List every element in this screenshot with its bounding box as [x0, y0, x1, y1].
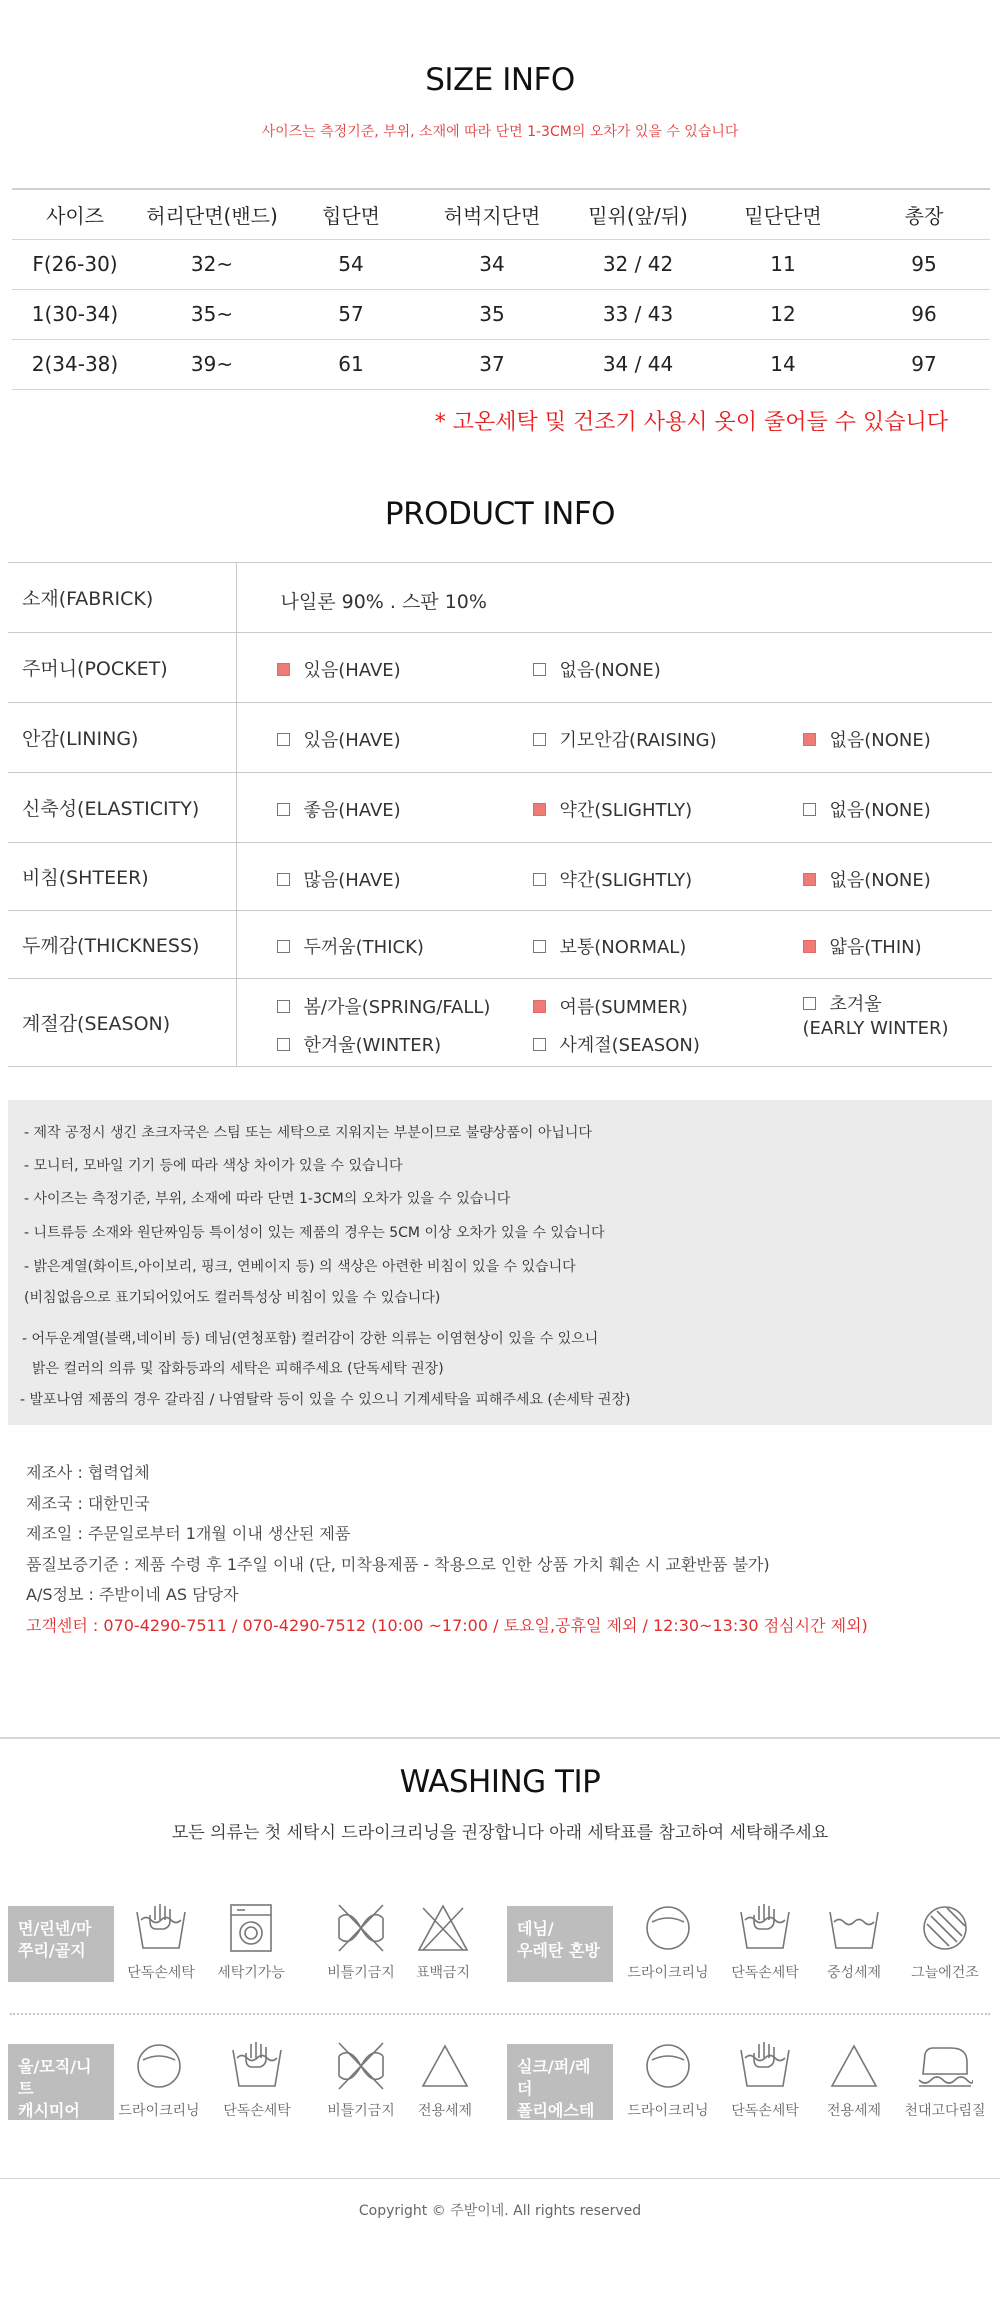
wash-label: 단독손세탁 [731, 2103, 799, 2119]
wash-label: 드라이크리닝 [118, 2103, 200, 2119]
option-label: 얇음(THIN) [829, 937, 922, 958]
notice-line: - 모니터, 모바일 기기 등에 따라 색상 차이가 있을 수 있습니다 [24, 1158, 403, 1174]
size-cell: F(26-30) [12, 239, 138, 289]
table-row [12, 239, 990, 289]
thickness-label: 두께감(THICKNESS) [8, 911, 236, 979]
checkbox-checked-icon [277, 663, 290, 676]
wash-label: 단독손세탁 [223, 2103, 291, 2119]
size-cell: 1(30-34) [12, 289, 138, 339]
product-info-row-season [8, 979, 992, 1067]
notice-line: - 밝은계열(화이트,아이보리, 핑크, 연베이지 등) 의 색상은 아련한 비침이 있을 수 있습니다 [24, 1259, 576, 1275]
wash-item [623, 2040, 713, 2120]
option-thickness-thick[interactable] [277, 933, 424, 959]
option-pocket-none[interactable] [533, 656, 661, 682]
size-cell: 37 [416, 339, 568, 389]
size-cell: 61 [286, 339, 416, 389]
warranty-text: 품질보증기준 : 제품 수령 후 1주일 이내 (단, 미착용제품 - 착용으로 인한 상품 가치 훼손 시 교환반품 불가) [26, 1555, 770, 1574]
wash-item [400, 2040, 490, 2120]
hand-wash-icon [229, 2040, 285, 2092]
wash-label: 그늘에건조 [911, 1965, 979, 1981]
checkbox-icon [277, 1038, 290, 1051]
size-info-title: SIZE INFO [425, 62, 575, 98]
option-label: 없음(NONE) [829, 730, 931, 751]
wash-label: 단독손세탁 [731, 1965, 799, 1981]
option-label: 있음(HAVE) [303, 730, 401, 751]
option-sheer-slightly[interactable] [533, 866, 693, 892]
wash-label: 세탁기가능 [217, 1965, 285, 1981]
option-label: 사계절(SEASON) [559, 1035, 700, 1056]
option-sheer-have[interactable] [277, 866, 401, 892]
wash-label: 전용세제 [826, 2103, 882, 2119]
option-label: 여름(SUMMER) [559, 997, 688, 1018]
option-elasticity-have[interactable] [277, 796, 401, 822]
checkbox-checked-icon [803, 940, 816, 953]
washing-machine-icon [223, 1902, 279, 1954]
pocket-label: 주머니(POCKET) [8, 633, 236, 703]
fabric-cell [236, 563, 992, 633]
dotted-divider [10, 2013, 990, 2015]
size-header-cell: 사이즈 [12, 189, 138, 239]
size-header-cell: 밑위(앞/뒤) [568, 189, 708, 239]
option-label: 많음(HAVE) [303, 870, 401, 891]
thickness-options [236, 911, 992, 979]
option-season-spring-fall[interactable] [277, 993, 491, 1019]
size-cell: 35 [416, 289, 568, 339]
option-lining-none[interactable] [803, 726, 931, 752]
table-row [12, 289, 990, 339]
table-row [12, 339, 990, 389]
size-cell: 35~ [138, 289, 286, 339]
notice-line: - 사이즈는 측정기준, 부위, 소재에 따라 단면 1-3CM의 오차가 있을 수 있습니다 [24, 1191, 511, 1207]
category-label: 실크/퍼/레더 [517, 2057, 591, 2098]
product-info-row-elasticity [8, 773, 992, 843]
section-divider [0, 1737, 1000, 1739]
checkbox-icon [277, 803, 290, 816]
size-cell: 97 [858, 339, 990, 389]
category-denim-urethane [507, 1906, 613, 1982]
wash-item [720, 1902, 810, 1982]
size-header-cell: 밑단단면 [708, 189, 858, 239]
wash-item [206, 1902, 296, 1982]
as-info-text: A/S정보 : 주받이네 AS 담당자 [26, 1585, 239, 1604]
manufacturer-text: 제조사 : 협력업체 [26, 1463, 150, 1482]
wash-item [398, 1902, 488, 1982]
size-header-cell: 허벅지단면 [416, 189, 568, 239]
wash-item [809, 2040, 899, 2120]
size-info-subtitle: 사이즈는 측정기준, 부위, 소재에 따라 단면 1-3CM의 오차가 있을 수 있습니다 [261, 124, 739, 140]
wash-label: 비틀기금지 [327, 2103, 395, 2119]
option-sheer-none[interactable] [803, 866, 931, 892]
elasticity-label: 신축성(ELASTICITY) [8, 773, 236, 843]
size-cell: 32~ [138, 239, 286, 289]
size-cell: 34 [416, 239, 568, 289]
wash-item [212, 2040, 302, 2120]
wash-label: 중성세제 [826, 1965, 882, 1981]
size-cell: 32 / 42 [568, 239, 708, 289]
checkbox-icon [533, 663, 546, 676]
option-label-line2: (EARLY WINTER) [802, 1018, 949, 1039]
wash-label: 드라이크리닝 [627, 2103, 709, 2119]
size-cell: 14 [708, 339, 858, 389]
wash-label: 천대고다림질 [904, 2103, 986, 2119]
wash-item [809, 1902, 899, 1982]
wash-label: 드라이크리닝 [627, 1965, 709, 1981]
iron-with-cloth-icon [917, 2040, 973, 2092]
wash-label: 단독손세탁 [127, 1965, 195, 1981]
checkbox-icon [533, 873, 546, 886]
option-label: 없음(NONE) [829, 800, 931, 821]
neutral-detergent-icon [826, 1902, 882, 1954]
option-label: 약간(SLIGHTLY) [559, 800, 693, 821]
sheer-options [236, 843, 992, 911]
footer-divider [0, 2178, 1000, 2179]
notice-line: 밝은 컬러의 의류 및 잡화등과의 세탁은 피해주세요 (단독세탁 권장) [32, 1361, 444, 1377]
option-label: 두꺼움(THICK) [303, 937, 424, 958]
wash-label: 전용세제 [417, 2103, 473, 2119]
wash-item [900, 2040, 990, 2120]
product-info-row-sheer [8, 843, 992, 911]
checkbox-checked-icon [803, 733, 816, 746]
hand-wash-icon [737, 2040, 793, 2092]
size-cell: 96 [858, 289, 990, 339]
sheer-label: 비침(SHTEER) [8, 843, 236, 911]
size-cell: 57 [286, 289, 416, 339]
notice-line: - 니트류등 소재와 원단짜임등 특이성이 있는 제품의 경우는 5CM 이상 오차가 있을 수 있습니다 [24, 1225, 605, 1241]
product-info-title: PRODUCT INFO [384, 496, 616, 532]
season-label: 계절감(SEASON) [8, 979, 236, 1067]
option-elasticity-slightly[interactable] [533, 796, 693, 822]
category-label: 폴리에스테르 [517, 2101, 595, 2142]
manufacture-date-text: 제조일 : 주문일로부터 1개월 이내 생산된 제품 [26, 1524, 351, 1543]
elasticity-options [236, 773, 992, 843]
option-label: 없음(NONE) [559, 660, 661, 681]
fabric-value: 나일론 90% . 스판 10% [280, 591, 487, 613]
size-cell: 33 / 43 [568, 289, 708, 339]
special-detergent-icon [826, 2040, 882, 2092]
wash-item [316, 1902, 406, 1982]
category-label: 데님/ [517, 1919, 554, 1938]
no-bleach-icon [415, 1902, 471, 1954]
notice-box [8, 1100, 992, 1425]
option-label: 좋음(HAVE) [303, 800, 401, 821]
no-wring-icon [333, 2040, 389, 2092]
product-info-row-fabric [8, 563, 992, 633]
checkbox-icon [533, 940, 546, 953]
wash-item [114, 2040, 204, 2120]
option-lining-have[interactable] [277, 726, 401, 752]
option-label: 없음(NONE) [829, 870, 931, 891]
size-cell: 39~ [138, 339, 286, 389]
shrink-warning-note: * 고온세탁 및 건조기 사용시 옷이 줄어들 수 있습니다 [434, 410, 948, 435]
category-wool-knit [8, 2044, 114, 2120]
option-label: 약간(SLIGHTLY) [559, 870, 693, 891]
checkbox-icon [277, 940, 290, 953]
size-cell: 34 / 44 [568, 339, 708, 389]
washing-tip-subtitle: 모든 의류는 첫 세탁시 드라이크리닝을 권장합니다 아래 세탁표를 참고하여 세탁해주세요 [171, 1823, 829, 1843]
checkbox-icon [533, 1038, 546, 1051]
option-label: 봄/가을(SPRING/FALL) [303, 997, 491, 1018]
special-detergent-icon [417, 2040, 473, 2092]
option-thickness-normal[interactable] [533, 933, 687, 959]
fabric-label: 소재(FABRICK) [8, 563, 236, 633]
category-cotton-linen [8, 1906, 114, 1982]
size-cell: 11 [708, 239, 858, 289]
checkbox-icon [803, 997, 816, 1010]
notice-line: - 제작 공정시 생긴 초크자국은 스팀 또는 세탁으로 지워지는 부분이므로 불량상품이 아닙니다 [24, 1125, 592, 1141]
notice-line: - 발포나염 제품의 경우 갈라짐 / 나염탈락 등이 있을 수 있으니 기계세탁을 피해주세요 (손세탁 권장) [20, 1392, 631, 1408]
wash-item [900, 1902, 990, 1982]
customer-service-text: 고객센터 : 070-4290-7511 / 070-4290-7512 (10:00 ~17:00 / 토요일,공휴일 제외 / 12:30~13:30 점심시간 제외) [26, 1616, 868, 1635]
hand-wash-icon [737, 1902, 793, 1954]
category-silk-leather [507, 2044, 613, 2142]
washing-tip-title: WASHING TIP [399, 1764, 601, 1800]
category-label: 울/모직/니트 [18, 2057, 92, 2098]
option-season-early-winter[interactable] [803, 993, 949, 1041]
notice-line: (비침없음으로 표기되어있어도 컬러특성상 비침이 있을 수 있습니다) [24, 1290, 441, 1306]
notice-line: - 어두운계열(블랙,네이비 등) 데님(연청포함) 컬러감이 강한 의류는 이염현상이 있을 수 있으니 [22, 1331, 599, 1347]
dry-clean-icon [640, 1902, 696, 1954]
no-wring-icon [333, 1902, 389, 1954]
category-label: 쭈리/골지 [18, 1941, 86, 1960]
size-cell: 2(34-38) [12, 339, 138, 389]
wash-label: 비틀기금지 [327, 1965, 395, 1981]
option-pocket-have[interactable] [277, 656, 401, 682]
hand-wash-icon [133, 1902, 189, 1954]
size-cell: 12 [708, 289, 858, 339]
category-label: 캐시미어 [18, 2101, 80, 2120]
option-lining-raising[interactable] [533, 726, 717, 752]
checkbox-icon [803, 803, 816, 816]
pocket-options [236, 633, 992, 703]
dry-clean-icon [131, 2040, 187, 2092]
category-label: 우레탄 혼방 [517, 1941, 600, 1960]
option-label: 기모안감(RAISING) [559, 730, 717, 751]
checkbox-icon [277, 873, 290, 886]
season-options [236, 979, 992, 1067]
size-header-cell: 힙단면 [286, 189, 416, 239]
wash-item [116, 1902, 206, 1982]
product-info-row-thickness [8, 911, 992, 979]
option-label [802, 993, 949, 1041]
wash-item [623, 1902, 713, 1982]
option-season-winter[interactable] [277, 1031, 442, 1057]
lining-options [236, 703, 992, 773]
option-thickness-thin[interactable] [803, 933, 922, 959]
checkbox-checked-icon [533, 1000, 546, 1013]
wash-label: 표백금지 [415, 1965, 471, 1981]
product-info-row-lining [8, 703, 992, 773]
size-table [12, 188, 990, 390]
size-table-header [12, 189, 990, 239]
size-cell: 95 [858, 239, 990, 289]
category-label: 면/린넨/마 [18, 1919, 92, 1938]
option-season-summer[interactable] [533, 993, 688, 1019]
option-elasticity-none[interactable] [803, 796, 931, 822]
wash-item [316, 2040, 406, 2120]
option-label: 있음(HAVE) [303, 660, 401, 681]
size-header-cell: 허리단면(밴드) [138, 189, 286, 239]
option-season-all[interactable] [533, 1031, 700, 1057]
copyright-text: Copyright © 주받이네. All rights reserved [358, 2203, 642, 2219]
product-info-row-pocket [8, 633, 992, 703]
checkbox-checked-icon [533, 803, 546, 816]
country-text: 제조국 : 대한민국 [26, 1494, 150, 1513]
size-header-cell: 총장 [858, 189, 990, 239]
wash-item [720, 2040, 810, 2120]
size-cell: 54 [286, 239, 416, 289]
option-label: 한겨울(WINTER) [303, 1035, 442, 1056]
checkbox-icon [277, 1000, 290, 1013]
product-info-table [8, 562, 992, 1067]
option-label-line1: 초겨울 [829, 994, 882, 1015]
shade-dry-icon [917, 1902, 973, 1954]
lining-label: 안감(LINING) [8, 703, 236, 773]
checkbox-checked-icon [803, 873, 816, 886]
checkbox-icon [533, 733, 546, 746]
checkbox-icon [277, 733, 290, 746]
dry-clean-icon [640, 2040, 696, 2092]
option-label: 보통(NORMAL) [559, 937, 687, 958]
